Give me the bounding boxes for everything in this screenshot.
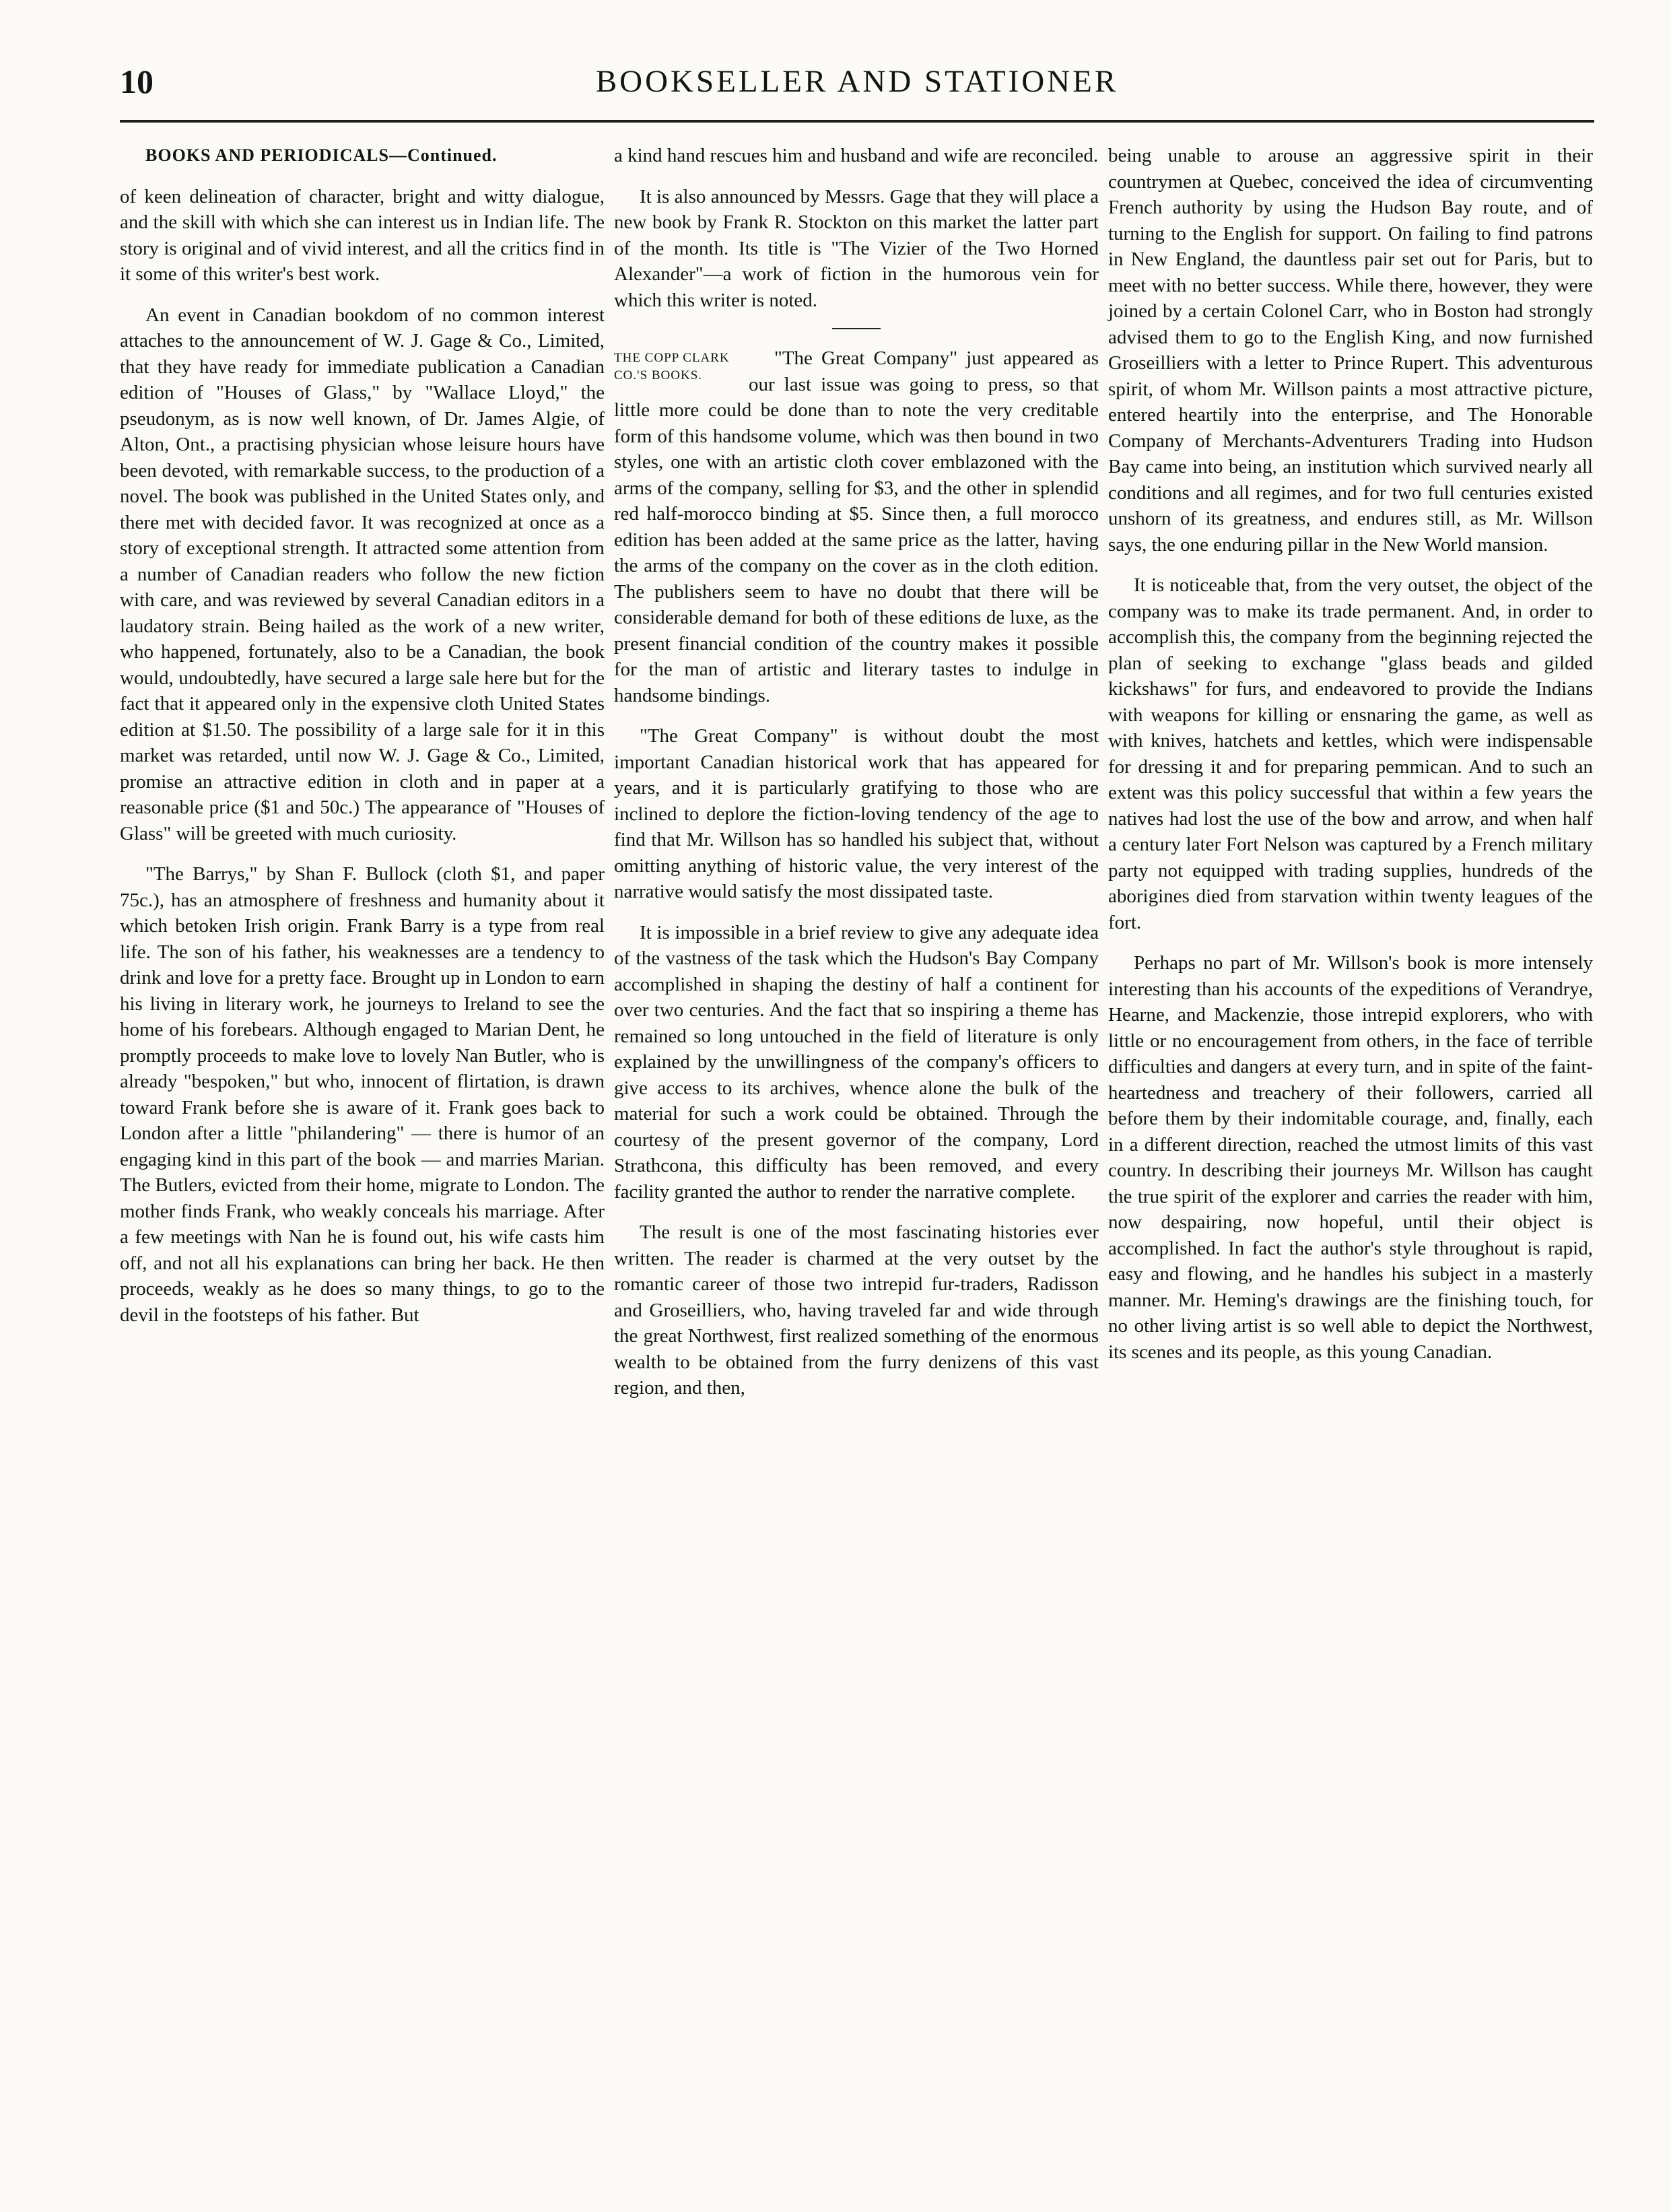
header-rule xyxy=(120,120,1594,123)
column-3 xyxy=(1108,143,1593,1380)
section-divider xyxy=(832,328,881,329)
paragraph: An event in Canadian bookdom of no common interest attaches to the announcement of W. J. Gage & Co., Limited, that they have ready for immediate publication a Canadian edition of "Houses of Glass," by "Wallace Lloyd," the pseudonym, as is now well known, of Dr. James Algie, of Alton, Ont., a practising physician whose leisure hours have been devoted, with remarkable success, to the production of a novel. The book was published in the United States only, and there met with decided favor. It was recognized at once as a story of exceptional strength. It attracted some attention from a number of Canadian readers who follow the new fiction with care, and was reviewed by several Canadian editors in a laudatory strain. Being hailed as the work of a new writer, who happened, fortunately, also to be a Canadian, the book would, undoubtedly, have secured a large sale here but for the fact that it appeared only in the expensive cloth United States edition at $1.50. The possibility of a large sale for it in this market was retarded, until now W. J. Gage & Co., Limited, promise an attractive edition in cloth and in paper at a reasonable price ($1 and 50c.) The appearance of "Houses of Glass" will be greeted with much curiosity. xyxy=(120,304,605,844)
paragraph: "The Barrys," by Shan F. Bullock (cloth $1, and paper 75c.), has an atmosphere of freshness and humanity about it which betoken Irish origin. Frank Barry is a type from real life. The son of his father, his weaknesses are a tendency to drink and love for a pretty face. Brought up in London to earn his living in literary work, he journeys to Ireland to see the home of his forebears. Although engaged to Marian Dent, he promptly proceeds to make love to lovely Nan Butler, who is already "bespoken," but who, innocent of flirtation, is drawn toward Frank before she is aware of it. Frank goes back to London after a little "philandering" — there is humor of an engaging kind in this part of the book — and marries Marian. The Butlers, evicted from their home, migrate to London. The mother finds Frank, who weakly conceals his marriage. After a few meetings with Nan he is found out, his wife casts him off, and not all his explanations can bring her back. He then proceeds, weakly as he does so many things, to go to the devil in the footsteps of his father. But xyxy=(120,863,605,1326)
column-1 xyxy=(120,143,605,1343)
paragraph: a kind hand rescues him and husband and wife are reconciled. xyxy=(614,145,1099,166)
running-title: BOOKSELLER AND STATIONER xyxy=(595,64,1119,99)
paragraph: It is noticeable that, from the very outset, the object of the company was to make its trade permanent. And, in order to accomplish this, the company from the beginning rejected the plan of seeking to exchange "glass beads and gilded kickshaws" for furs, and endeavored to provide the Indians with weapons for killing or ensnaring the game, as well as with knives, hatchets and kettles, which were indispensable for dressing it and for preparing pemmican. And to such an extent was this policy successful that within a few years the natives had lost the use of the bow and arrow, and when half a century later Fort Nelson was captured by a French military party not equipped with trading supplies, hundreds of the aborigines died from starvation within twenty leagues of the fort. xyxy=(1108,574,1593,933)
paragraph: "The Great Company" just appeared as our last issue was going to press, so that little more could be done than to note the very creditable form of this handsome volume, which was then bound in two styles, one with an artistic cloth cover emblazoned with the arms of the company, selling for $3, and the other in splendid red half-morocco binding at $5. Since then, a full morocco edition has been added at the same price as the latter, having the arms of the company on the cover as in the cloth edition. The publishers seem to have no doubt that there will be considerable demand for both of these editions de luxe, as the present financial condition of the country makes it possible for the man of artistic and literary tastes to indulge in handsome bindings. xyxy=(614,347,1099,706)
column-2 xyxy=(614,143,1099,1416)
section-heading: BOOKS AND PERIODICALS—Continued. xyxy=(145,145,498,165)
paragraph: It is impossible in a brief review to give any adequate idea of the vastness of the task which the Hudson's Bay Company accomplished in shaping the destiny of half a continent for over two centuries. And the fact that so inspiring a theme has remained so long untouched in the field of literature is only explained by the unwillingness of the company's officers to give access to its archives, whence alone the bulk of the material for such a work could be obtained. Through the courtesy of the present governor of the company, Lord Strathcona, this difficulty has been removed, and every facility granted the author to render the narrative complete. xyxy=(614,921,1099,1203)
side-heading: THE COPP CLARK CO.'S BOOKS. xyxy=(614,351,730,382)
page-number: 10 xyxy=(120,63,154,100)
paragraph: Perhaps no part of Mr. Willson's book is more intensely interesting than his accounts of the expeditions of Verandrye, Hearne, and Mackenzie, those intrepid explorers, who with little or no encouragement from others, in the face of terrible difficulties and dangers at every turn, and in spite of the faint-heartedness and treachery of their followers, carried all before them by their indomitable courage, and, finally, each in a different direction, reached the utmost limits of this vast country. In describing their journeys Mr. Willson has caught the true spirit of the explorer and carries the reader with him, now despairing, now hopeful, until their object is accomplished. In fact the author's style throughout is rapid, easy and flowing, and he handles his subject in a masterly manner. Mr. Heming's drawings are the finishing touch, for no other living artist is so well able to depict the Northwest, its scenes and its people, as this young Canadian. xyxy=(1108,952,1593,1363)
paragraph: "The Great Company" is without doubt the most important Canadian historical work that has appeared for years, and it is particularly gratifying to those who are inclined to deplore the fiction-loving tendency of the age to find that Mr. Willson has so handled his subject that, without omitting anything of historic value, the very interest of the narrative would satisfy the most dissipated taste. xyxy=(614,725,1099,902)
paragraph: of keen delineation of character, bright and witty dialogue, and the skill with which she can interest us in Indian life. The story is original and of vivid interest, and all the critics find in it some of this writer's best work. xyxy=(120,185,605,285)
page-header xyxy=(120,62,1594,114)
paragraph: being unable to arouse an aggressive spirit in their countrymen at Quebec, conceived the idea of circumventing French authority by using the Hudson Bay route, and of turning to the English for support. On failing to find patrons in New England, the dauntless pair set out for Paris, but to meet with no better success. While there, however, they were joined by a certain Colonel Carr, who in Boston had strongly advised them to go to the English King, and now furnished Groseilliers with a letter to Prince Rupert. This adventurous spirit, of whom Mr. Willson paints a most attractive picture, entered heartily into the enterprise, and The Honorable Company of Merchants-Adventurers Trading into Hudson Bay came into being, an institution which survived nearly all conditions and all regimes, and for two full centuries existed unshorn of its greatness, and endures still, as Mr. Willson says, the one enduring pillar in the New World mansion. xyxy=(1108,145,1593,556)
paragraph: The result is one of the most fascinating histories ever written. The reader is charmed at the very outset by the romantic career of those two intrepid fur-traders, Radisson and Groseilliers, who, having traveled far and wide through the great Northwest, first realized something of the enormous wealth to be obtained from the furry denizens of this vast region, and then, xyxy=(614,1221,1099,1399)
paragraph: It is also announced by Messrs. Gage that they will place a new book by Frank R. Stockton on this market the latter part of the month. Its title is "The Vizier of the Two Horned Alexander"—a work of fiction in the humorous vein for which this writer is noted. xyxy=(614,185,1099,311)
